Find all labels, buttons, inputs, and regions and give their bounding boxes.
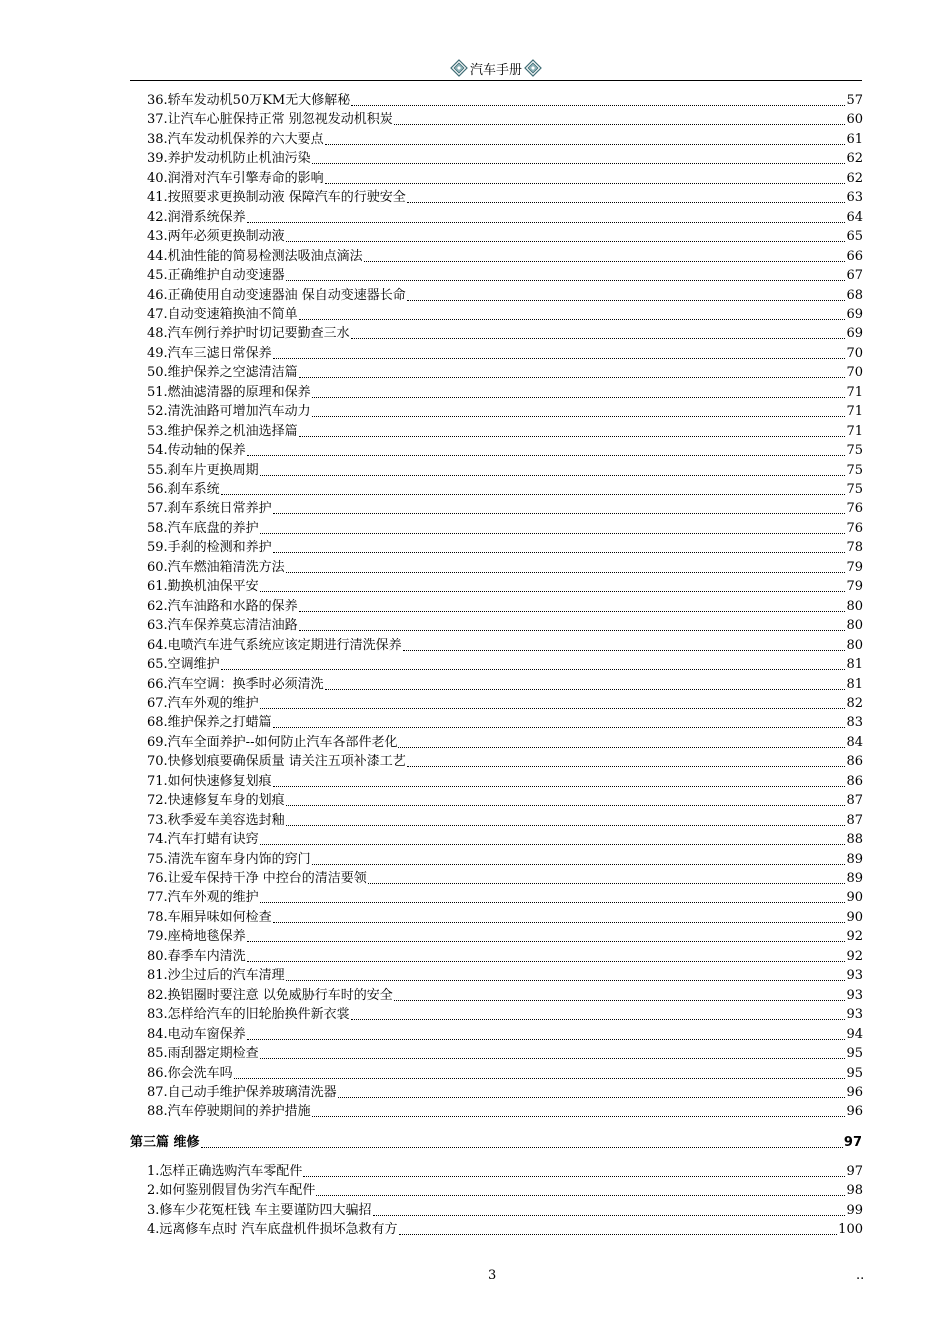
toc-entry-title: 79.座椅地毯保养	[147, 929, 246, 945]
toc-page-number: 87	[846, 793, 863, 809]
toc-entry[interactable]	[147, 344, 863, 363]
toc-page-number: 66	[846, 248, 863, 264]
toc-entry-title: 54.传动轴的保养	[147, 443, 246, 459]
dot-leader	[260, 843, 846, 845]
toc-page-number: 76	[846, 520, 863, 536]
toc-entry[interactable]	[147, 1162, 863, 1181]
dot-leader	[312, 396, 846, 398]
dot-leader	[299, 376, 846, 378]
toc-entry-title: 37.让汽车心脏保持正常 别忽视发动机积炭	[147, 112, 393, 128]
toc-entry[interactable]	[147, 305, 863, 324]
dot-leader	[299, 435, 846, 437]
toc-entry-title: 38.汽车发动机保养的六大要点	[147, 131, 324, 147]
toc-page-number: 86	[846, 754, 863, 770]
dot-leader	[373, 1214, 846, 1216]
toc-entry[interactable]	[147, 869, 863, 888]
dot-leader	[338, 1096, 846, 1098]
toc-entry[interactable]	[147, 597, 863, 616]
toc-entry-title: 84.电动车窗保养	[147, 1026, 246, 1042]
dot-leader	[247, 960, 846, 962]
toc-entry[interactable]	[147, 927, 863, 946]
toc-page-number: 81	[846, 676, 863, 692]
toc-entry[interactable]	[147, 986, 863, 1005]
toc-entry-title: 86.你会洗车吗	[147, 1065, 233, 1081]
toc-page-number: 71	[846, 404, 863, 420]
toc-entry-title: 55.刹车片更换周期	[147, 462, 259, 478]
toc-entry[interactable]	[147, 1083, 863, 1102]
dot-leader	[403, 649, 846, 651]
toc-entry-title: 65.空调维护	[147, 657, 220, 673]
dot-leader	[234, 1077, 846, 1079]
toc-entry-title: 68.维护保养之打蜡篇	[147, 715, 272, 731]
dot-leader	[247, 940, 846, 942]
toc-entry[interactable]	[147, 91, 863, 110]
toc-entry[interactable]	[147, 966, 863, 985]
toc-entry[interactable]	[147, 908, 863, 927]
toc-page-number: 93	[846, 968, 863, 984]
toc-entry-title: 80.春季车内清洗	[147, 948, 246, 964]
toc-entry-title: 75.清洗车窗车身内饰的窍门	[147, 851, 311, 867]
dot-leader	[247, 454, 846, 456]
toc-page-number: 60	[846, 112, 863, 128]
dot-leader	[221, 668, 846, 670]
dot-leader	[247, 221, 846, 223]
toc-page-number: 100	[838, 1222, 863, 1238]
toc-entry[interactable]	[147, 616, 863, 635]
toc-page-number: 75	[846, 443, 863, 459]
toc-entry[interactable]	[147, 324, 863, 343]
toc-entry[interactable]	[147, 480, 863, 499]
dot-leader	[260, 1057, 846, 1059]
toc-page-number: 71	[846, 384, 863, 400]
toc-page-number: 83	[846, 715, 863, 731]
toc-entry[interactable]	[147, 947, 863, 966]
dot-leader	[398, 746, 845, 748]
toc-entry-title: 77.汽车外观的维护	[147, 890, 259, 906]
footer-mark: ..	[856, 1268, 865, 1283]
dot-leader	[260, 474, 846, 476]
dot-leader	[325, 182, 846, 184]
toc-entry[interactable]	[147, 694, 863, 713]
toc-entry[interactable]	[147, 461, 863, 480]
toc-entry[interactable]	[147, 1044, 863, 1063]
toc-page-number: 95	[846, 1046, 863, 1062]
dot-leader	[273, 785, 846, 787]
toc-page-number: 62	[846, 170, 863, 186]
toc-entry-title: 69.汽车全面养护--如何防止汽车各部件老化	[147, 734, 398, 750]
toc-page-number: 80	[846, 618, 863, 634]
toc-entry-title: 74.汽车打蜡有诀窍	[147, 832, 259, 848]
toc-page-number: 79	[846, 559, 863, 575]
dot-leader	[351, 1018, 846, 1020]
dot-leader	[273, 512, 846, 514]
toc-entry-title: 39.养护发动机防止机油污染	[147, 151, 311, 167]
toc-page-number: 67	[846, 268, 863, 284]
dot-leader	[325, 688, 846, 690]
dot-leader	[368, 882, 846, 884]
toc-page-number: 65	[846, 229, 863, 245]
dot-leader	[312, 162, 846, 164]
toc-page-number: 75	[846, 462, 863, 478]
toc-page-number: 87	[846, 812, 863, 828]
toc-entry[interactable]	[147, 675, 863, 694]
dot-leader	[260, 707, 846, 709]
toc-page-number: 88	[846, 832, 863, 848]
dot-leader	[299, 610, 846, 612]
toc-entry[interactable]	[147, 713, 863, 732]
toc-entry-title: 78.车厢异味如何检查	[147, 909, 272, 925]
toc-entry-title: 46.正确使用自动变速器油 保自动变速器长命	[147, 287, 406, 303]
toc-page-number: 81	[846, 657, 863, 673]
toc-entry[interactable]	[147, 1005, 863, 1024]
dot-leader	[316, 1194, 845, 1196]
toc-entry[interactable]	[147, 752, 863, 771]
toc-page-number: 76	[846, 501, 863, 517]
dot-leader	[364, 260, 846, 262]
dot-leader	[286, 824, 846, 826]
dot-leader	[299, 629, 846, 631]
diamond-ornament-icon	[450, 59, 468, 77]
toc-entry[interactable]	[147, 811, 863, 830]
toc-page-number: 71	[846, 423, 863, 439]
toc-page-number: 96	[846, 1104, 863, 1120]
toc-entry-title: 62.汽车油路和水路的保养	[147, 598, 298, 614]
toc-entry[interactable]	[147, 888, 863, 907]
toc-entry[interactable]	[147, 266, 863, 285]
toc-entry[interactable]	[147, 1064, 863, 1083]
toc-entry[interactable]	[147, 1025, 863, 1044]
toc-entry-title: 45.正确维护自动变速器	[147, 268, 285, 284]
toc-page-number: 96	[846, 1084, 863, 1100]
toc-entry[interactable]	[147, 1181, 863, 1200]
toc-entry-title: 81.沙尘过后的汽车清理	[147, 968, 285, 984]
page-header	[130, 58, 862, 78]
toc-page-number: 70	[846, 365, 863, 381]
toc-page-number: 69	[846, 306, 863, 322]
toc-page-number: 80	[846, 598, 863, 614]
toc-page-number: 97	[843, 1135, 862, 1150]
toc-entry[interactable]	[147, 538, 863, 557]
toc-entry-title: 51.燃油滤清器的原理和保养	[147, 384, 311, 400]
toc-entry-title: 第三篇 维修	[130, 1135, 200, 1150]
toc-entry-title: 41.按照要求更换制动液 保障汽车的行驶安全	[147, 190, 406, 206]
toc-entry-title: 88.汽车停驶期间的养护措施	[147, 1104, 311, 1120]
toc-page-number: 80	[846, 637, 863, 653]
toc-entry-title: 70.快修划痕要确保质量 请关注五项补漆工艺	[147, 754, 406, 770]
toc-entry[interactable]	[147, 247, 863, 266]
toc-page-number: 78	[846, 540, 863, 556]
toc-page-number: 92	[846, 929, 863, 945]
dot-leader	[286, 571, 846, 573]
dot-leader	[286, 240, 846, 242]
toc-entry-title: 60.汽车燃油箱清洗方法	[147, 559, 285, 575]
toc-entry[interactable]	[147, 519, 863, 538]
toc-entry[interactable]	[147, 791, 863, 810]
toc-entry[interactable]	[147, 149, 863, 168]
toc-page-number: 63	[846, 190, 863, 206]
toc-entry-title: 61.勤换机油保平安	[147, 579, 259, 595]
toc-page-number: 95	[846, 1065, 863, 1081]
toc-page-number: 89	[846, 871, 863, 886]
toc-entry-title: 71.如何快速修复划痕	[147, 773, 272, 789]
dot-leader	[407, 201, 846, 203]
toc-entry-title: 83.怎样给汽车的旧轮胎换件新衣裳	[147, 1007, 350, 1023]
dot-leader	[299, 318, 846, 320]
header-divider	[130, 80, 862, 81]
toc-entry[interactable]	[147, 655, 863, 674]
toc-entry[interactable]	[147, 402, 863, 421]
toc-entry-title: 43.两年必须更换制动液	[147, 229, 285, 245]
dot-leader	[286, 279, 846, 281]
dot-leader	[303, 1175, 845, 1177]
dot-leader	[260, 590, 846, 592]
toc-entry-title: 47.自动变速箱换油不简单	[147, 306, 298, 322]
dot-leader	[221, 493, 846, 495]
toc-entry[interactable]	[147, 1201, 863, 1220]
toc-entry[interactable]	[147, 636, 863, 655]
dot-leader	[247, 1038, 846, 1040]
toc-entry[interactable]	[147, 499, 863, 518]
toc-entry-title: 76.让爱车保持干净 中控台的清洁要领	[147, 871, 367, 886]
toc-page-number: 90	[846, 890, 863, 906]
page-number: 3	[488, 1268, 497, 1283]
toc-page-number: 89	[846, 851, 863, 867]
toc-page-number: 75	[846, 482, 863, 497]
toc-page-number: 99	[846, 1202, 863, 1218]
dot-leader	[273, 357, 846, 359]
toc-section-heading[interactable]	[130, 1133, 862, 1152]
toc-entry-title: 57.刹车系统日常养护	[147, 501, 272, 517]
toc-page-number: 98	[846, 1183, 863, 1199]
toc-page-number: 86	[846, 773, 863, 789]
toc-entry[interactable]	[147, 850, 863, 869]
toc-page-number: 64	[846, 209, 863, 225]
dot-leader	[407, 299, 846, 301]
toc-entry[interactable]	[147, 363, 863, 382]
toc-entry-title: 2.如何鉴别假冒伪劣汽车配件	[147, 1183, 316, 1199]
dot-leader	[273, 921, 846, 923]
toc-page-number: 70	[846, 345, 863, 361]
toc-entry-title: 82.换铝圈时要注意 以免威胁行车时的安全	[147, 987, 393, 1003]
dot-leader	[394, 999, 846, 1001]
toc-entry-title: 49.汽车三滤日常保养	[147, 345, 272, 361]
toc-page-number: 62	[846, 151, 863, 167]
toc-entry[interactable]	[147, 208, 863, 227]
toc-entry-title: 87.自己动手维护保养玻璃清洗器	[147, 1084, 337, 1100]
toc-entry[interactable]	[147, 1102, 863, 1121]
dot-leader	[399, 1233, 838, 1235]
dot-leader	[407, 765, 846, 767]
dot-leader	[325, 143, 846, 145]
toc-entry[interactable]	[147, 830, 863, 849]
toc-entry[interactable]	[147, 558, 863, 577]
toc-page-number: 69	[846, 326, 863, 342]
toc-entry[interactable]	[147, 772, 863, 791]
toc-entry[interactable]	[147, 130, 863, 149]
toc-entry-title: 73.秋季爱车美容选封釉	[147, 812, 285, 828]
toc-entry-title: 59.手刹的检测和养护	[147, 540, 272, 556]
dot-leader	[312, 863, 846, 865]
dot-leader	[273, 726, 846, 728]
toc-entry-title: 66.汽车空调：换季时必须清洗	[147, 676, 324, 692]
dot-leader	[312, 1115, 846, 1117]
toc-page-number: 68	[846, 287, 863, 303]
toc-entry-title: 1.怎样正确选购汽车零配件	[147, 1164, 303, 1179]
toc-entry-title: 42.润滑系统保养	[147, 209, 246, 225]
toc-entry-title: 85.雨刮器定期检查	[147, 1046, 259, 1062]
toc-entry-title: 3.修车少花冤枉钱 车主要谨防四大骗招	[147, 1202, 372, 1218]
dot-leader	[201, 1146, 843, 1148]
header-title: 汽车手册	[469, 62, 522, 78]
toc-page-number: 57	[846, 93, 863, 108]
toc-entry[interactable]	[147, 441, 863, 460]
toc-entry[interactable]	[147, 577, 863, 596]
dot-leader	[312, 415, 846, 417]
toc-entry-title: 52.清洗油路可增加汽车动力	[147, 404, 311, 420]
toc-entry[interactable]	[147, 1220, 863, 1239]
toc-entry-title: 44.机油性能的简易检测法吸油点滴法	[147, 248, 363, 264]
toc-entry[interactable]	[147, 110, 863, 129]
dot-leader	[286, 979, 846, 981]
toc-entry-title: 72.快速修复车身的划痕	[147, 793, 285, 809]
toc-entry[interactable]	[147, 286, 863, 305]
toc-page-number: 61	[846, 131, 863, 147]
dot-leader	[286, 804, 846, 806]
toc-entry-title: 36.轿车发动机50万KM无大修解秘	[147, 93, 351, 108]
toc-entry-title: 64.电喷汽车进气系统应该定期进行清洗保养	[147, 637, 402, 653]
toc-entry[interactable]	[147, 188, 863, 207]
toc-entry[interactable]	[147, 422, 863, 441]
toc-entry[interactable]	[147, 383, 863, 402]
toc-page-number: 92	[846, 948, 863, 964]
dot-leader	[394, 123, 846, 125]
dot-leader	[351, 104, 845, 106]
toc-page-number: 90	[846, 909, 863, 925]
toc-entry-title: 63.汽车保养莫忘清洁油路	[147, 618, 298, 634]
toc-entry-title: 4.远离修车点时 汽车底盘机件损坏急救有方	[147, 1222, 398, 1238]
diamond-ornament-icon	[524, 59, 542, 77]
dot-leader	[260, 901, 846, 903]
toc-page-number: 93	[846, 1007, 863, 1023]
toc-page-number: 93	[846, 987, 863, 1003]
toc-entry-title: 48.汽车例行养护时切记要勤查三水	[147, 326, 350, 342]
toc-page-number: 97	[846, 1164, 863, 1179]
toc-entry[interactable]	[147, 227, 863, 246]
toc-page-number: 94	[846, 1026, 863, 1042]
dot-leader	[351, 337, 846, 339]
dot-leader	[260, 532, 846, 534]
toc-entry-title: 67.汽车外观的维护	[147, 695, 259, 711]
toc-entry-title: 53.维护保养之机油选择篇	[147, 423, 298, 439]
toc-entry-title: 40.润滑对汽车引擎寿命的影响	[147, 170, 324, 186]
toc-page-number: 82	[846, 695, 863, 711]
toc-entry-title: 56.刹车系统	[147, 482, 220, 497]
toc-entry-title: 50.维护保养之空滤清洁篇	[147, 365, 298, 381]
toc-entry[interactable]	[147, 169, 863, 188]
toc-page-number: 84	[846, 734, 863, 750]
toc-entry-title: 58.汽车底盘的养护	[147, 520, 259, 536]
toc-page-number: 79	[846, 579, 863, 595]
toc-entry[interactable]	[147, 733, 863, 752]
dot-leader	[273, 551, 846, 553]
